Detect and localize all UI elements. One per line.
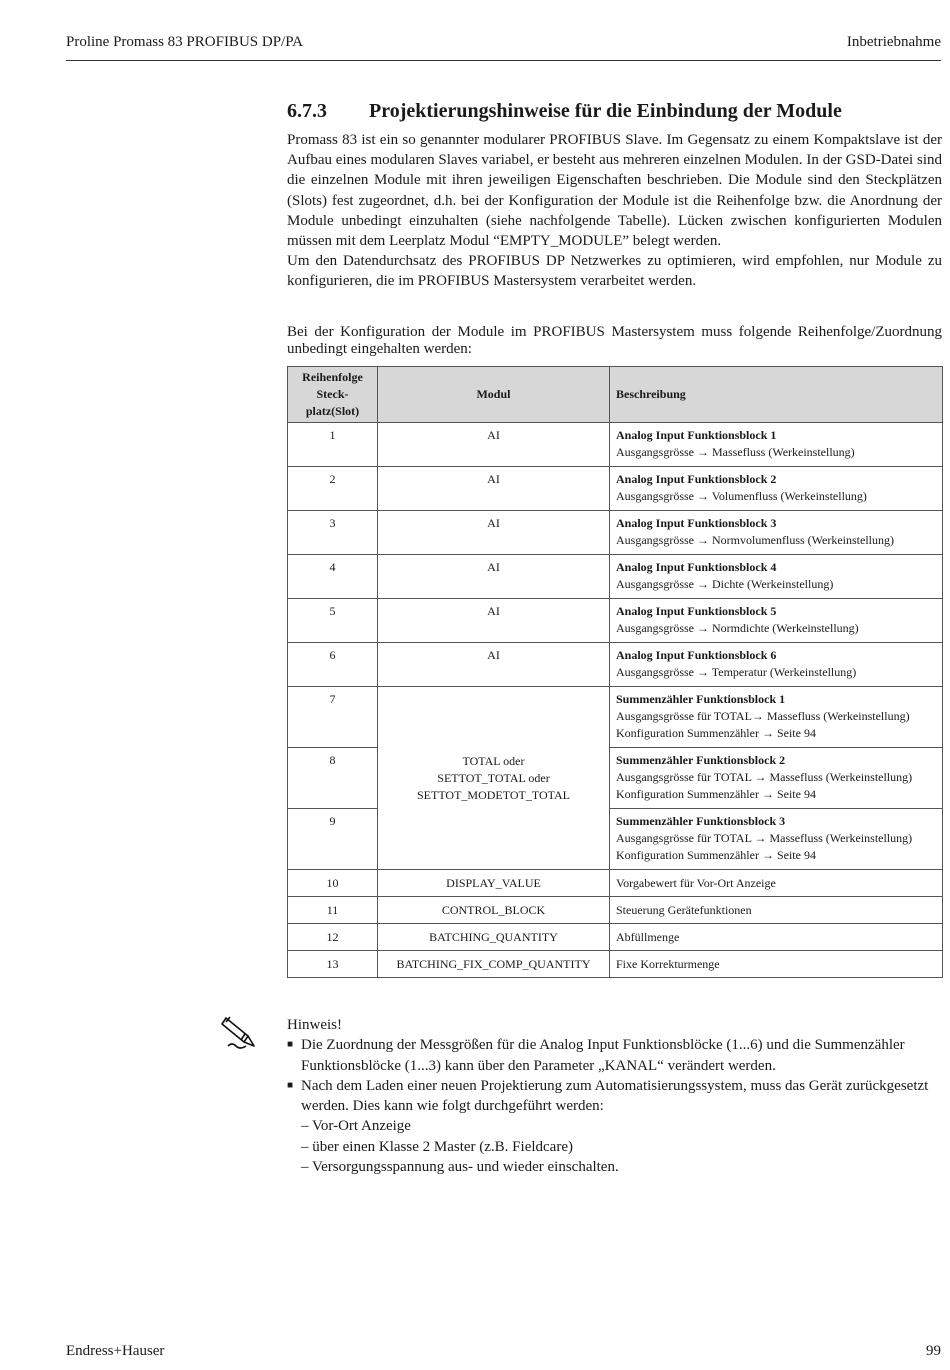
module-cell: BATCHING_QUANTITY (378, 924, 610, 951)
table-row (288, 599, 943, 643)
table-row (288, 687, 943, 748)
note-sub-item: – über einen Klasse 2 Master (z.B. Fieldcare) (301, 1138, 573, 1155)
slot-cell: 3 (288, 511, 378, 555)
description-cell: Abfüllmenge (610, 924, 943, 951)
module-cell: AI (378, 555, 610, 599)
block-detail: Ausgangsgrösse für TOTAL → Massefluss (Werkeinstellung) (616, 770, 913, 784)
section-number: 6.7.3 (287, 100, 327, 122)
description-cell (610, 467, 943, 511)
pencil-icon (218, 1012, 258, 1052)
slot-cell: 7 (288, 687, 378, 748)
intro-paragraph: Promass 83 ist ein so genannter modularer PROFIBUS Slave. Im Gegensatz zu einem Kompaktslave ist der Aufbau eines modularen Slaves variabel, er besteht aus mehreren einzelnen Modulen. In der GSD-Datei sind die einzelnen Module mit ihren jeweiligen Eigenschaften beschrieben. Die Module sind den Steckplätzen (Slots) fest zugeordnet, d.h. bei der Konfiguration der Module ist die Reihenfolge bzw. die Anordnung der Module unbedingt einzuhalten (siehe nachfolgende Tabelle). Lücken zwischen konfigurierten Modulen müssen mit dem Leerplatz Modul “EMPTY_MODULE” belegt werden. (287, 132, 942, 250)
header-slot: Reihenfolge Steck-platz(Slot) (288, 367, 378, 423)
description-cell: Vorgabewert für Vor-Ort Anzeige (610, 870, 943, 897)
block-reference: Konfiguration Summenzähler → Seite 94 (616, 787, 816, 801)
intro-paragraph: Um den Datendurchsatz des PROFIBUS DP Netzwerkes zu optimieren, wird empfohlen, nur Module zu konfigurieren, die im PROFIBUS Mastersystem verarbeitet werden. (287, 253, 942, 290)
module-cell: CONTROL_BLOCK (378, 897, 610, 924)
block-detail: Ausgangsgrösse für TOTAL→ Massefluss (Werkeinstellung) (616, 709, 910, 723)
description-cell (610, 687, 943, 748)
module-cell: AI (378, 643, 610, 687)
table-row (288, 870, 943, 897)
note-sub-item: – Versorgungsspannung aus- und wieder einschalten. (301, 1159, 619, 1176)
page-number: 99 (926, 1343, 941, 1359)
module-cell: DISPLAY_VALUE (378, 870, 610, 897)
description-cell (610, 809, 943, 870)
slot-cell: 6 (288, 643, 378, 687)
block-reference: Konfiguration Summenzähler → Seite 94 (616, 726, 816, 740)
table-row (288, 423, 943, 467)
slot-cell: 8 (288, 748, 378, 809)
block-title: Summenzähler Funktionsblock 3 (616, 814, 786, 828)
block-title: Analog Input Funktionsblock 6 (616, 648, 777, 662)
header-rule (66, 60, 941, 61)
running-header-chapter: Inbetriebnahme (846, 34, 941, 50)
block-title: Analog Input Funktionsblock 2 (616, 472, 777, 486)
module-line: SETTOT_MODETOT_TOTAL (416, 787, 571, 802)
module-line: SETTOT_TOTAL oder (437, 770, 550, 785)
module-line: TOTAL oder (462, 753, 525, 768)
description-cell (610, 511, 943, 555)
section-title: Projektierungshinweise für die Einbindung der Module (369, 100, 842, 122)
table-row (288, 924, 943, 951)
description-cell: Fixe Korrekturmenge (610, 951, 943, 978)
slot-cell: 12 (288, 924, 378, 951)
block-detail: Ausgangsgrösse → Temperatur (Werkeinstellung) (616, 665, 857, 679)
block-title: Summenzähler Funktionsblock 2 (616, 753, 786, 767)
table-row (288, 951, 943, 978)
note-list (287, 1035, 942, 1177)
totalizer-module-cell (378, 687, 610, 870)
block-detail: Ausgangsgrösse → Volumenfluss (Werkeinstellung) (616, 489, 867, 503)
table-lead-text (287, 324, 942, 358)
slot-cell: 11 (288, 897, 378, 924)
block-detail: Ausgangsgrösse für TOTAL → Massefluss (Werkeinstellung) (616, 831, 913, 845)
block-title: Analog Input Funktionsblock 3 (616, 516, 777, 530)
block-title: Analog Input Funktionsblock 5 (616, 604, 777, 618)
slot-cell: 13 (288, 951, 378, 978)
table-row (288, 467, 943, 511)
description-cell (610, 599, 943, 643)
block-title: Analog Input Funktionsblock 1 (616, 428, 777, 442)
module-slot-table (287, 366, 943, 978)
table-header-row (288, 367, 943, 423)
lead-paragraph: Bei der Konfiguration der Module im PROFIBUS Mastersystem muss folgende Reihenfolge/Zuordnung unbedingt eingehalten werden: (287, 324, 942, 357)
slot-cell: 4 (288, 555, 378, 599)
slot-cell: 2 (288, 467, 378, 511)
block-detail: Ausgangsgrösse → Normvolumenfluss (Werkeinstellung) (616, 533, 894, 547)
table-row (288, 511, 943, 555)
block-detail: Ausgangsgrösse → Dichte (Werkeinstellung) (616, 577, 834, 591)
module-cell: BATCHING_FIX_COMP_QUANTITY (378, 951, 610, 978)
intro-text (287, 130, 942, 292)
table-row (288, 555, 943, 599)
module-cell: AI (378, 599, 610, 643)
slot-cell: 1 (288, 423, 378, 467)
running-header-title: Proline Promass 83 PROFIBUS DP/PA (66, 34, 304, 50)
description-cell (610, 423, 943, 467)
description-cell: Steuerung Gerätefunktionen (610, 897, 943, 924)
section-heading (287, 100, 942, 123)
block-detail: Ausgangsgrösse → Normdichte (Werkeinstellung) (616, 621, 859, 635)
table-row (288, 643, 943, 687)
module-cell: AI (378, 467, 610, 511)
footer-brand: Endress+Hauser (66, 1343, 165, 1359)
note-bullet: ■ Nach dem Laden einer neuen Projektierung zum Automatisierungssystem, muss das Gerät zurückgesetzt werden. Dies kann wie folgt durchgeführt werden: (287, 1076, 942, 1117)
slot-cell: 9 (288, 809, 378, 870)
block-title: Analog Input Funktionsblock 4 (616, 560, 777, 574)
description-cell (610, 555, 943, 599)
module-cell: AI (378, 511, 610, 555)
header-description: Beschreibung (610, 367, 943, 423)
description-cell (610, 748, 943, 809)
slot-cell: 10 (288, 870, 378, 897)
table-row (288, 897, 943, 924)
block-reference: Konfiguration Summenzähler → Seite 94 (616, 848, 816, 862)
slot-cell: 5 (288, 599, 378, 643)
module-cell: AI (378, 423, 610, 467)
note-bullet: ■ Die Zuordnung der Messgrößen für die Analog Input Funktionsblöcke (1...6) und die Summenzähler Funktionsblöcke (1...3) kann über den Parameter „KANAL“ verändert werden. (287, 1035, 942, 1076)
block-title: Summenzähler Funktionsblock 1 (616, 692, 786, 706)
note-title: Hinweis! (287, 1017, 342, 1033)
header-module: Modul (378, 367, 610, 423)
note-block (287, 1015, 942, 1177)
block-detail: Ausgangsgrösse → Massefluss (Werkeinstellung) (616, 445, 855, 459)
description-cell (610, 643, 943, 687)
note-sub-item: – Vor-Ort Anzeige (301, 1118, 411, 1135)
